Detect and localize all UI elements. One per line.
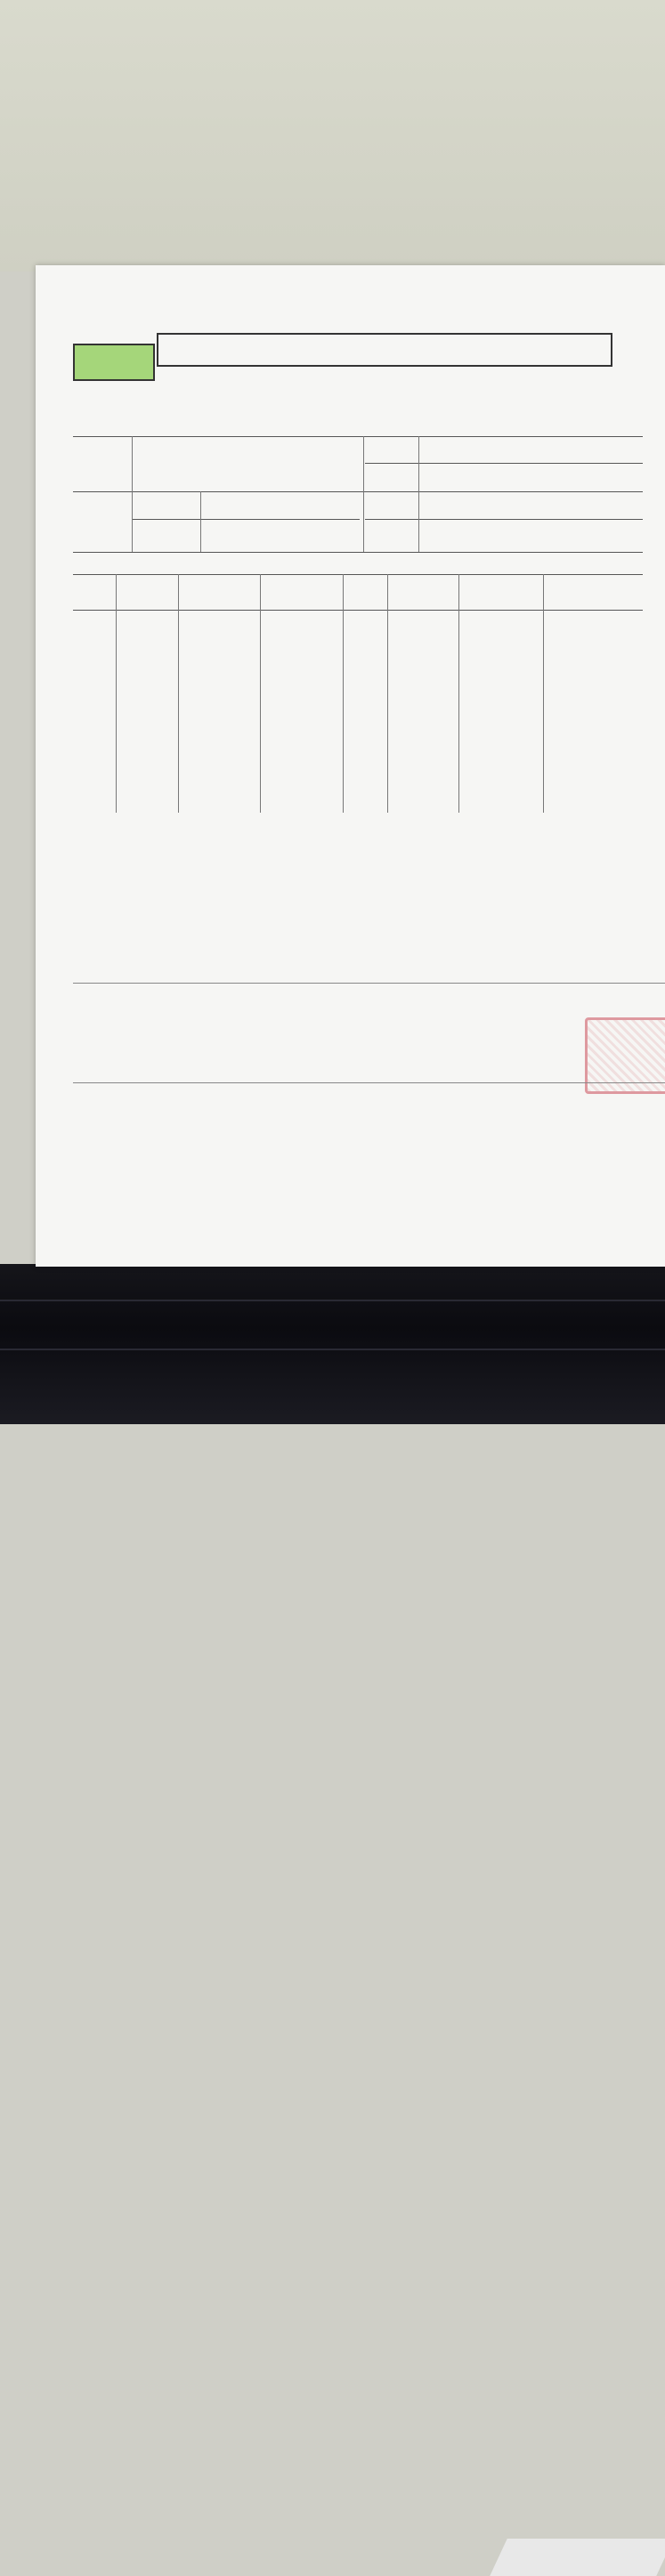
background-dark-surface — [0, 1264, 665, 1424]
document-page — [36, 265, 665, 1267]
attachment-title — [157, 333, 612, 367]
paper-clip-shape — [490, 2539, 665, 2576]
background-wall — [0, 0, 665, 271]
attachment-tag — [73, 344, 155, 381]
